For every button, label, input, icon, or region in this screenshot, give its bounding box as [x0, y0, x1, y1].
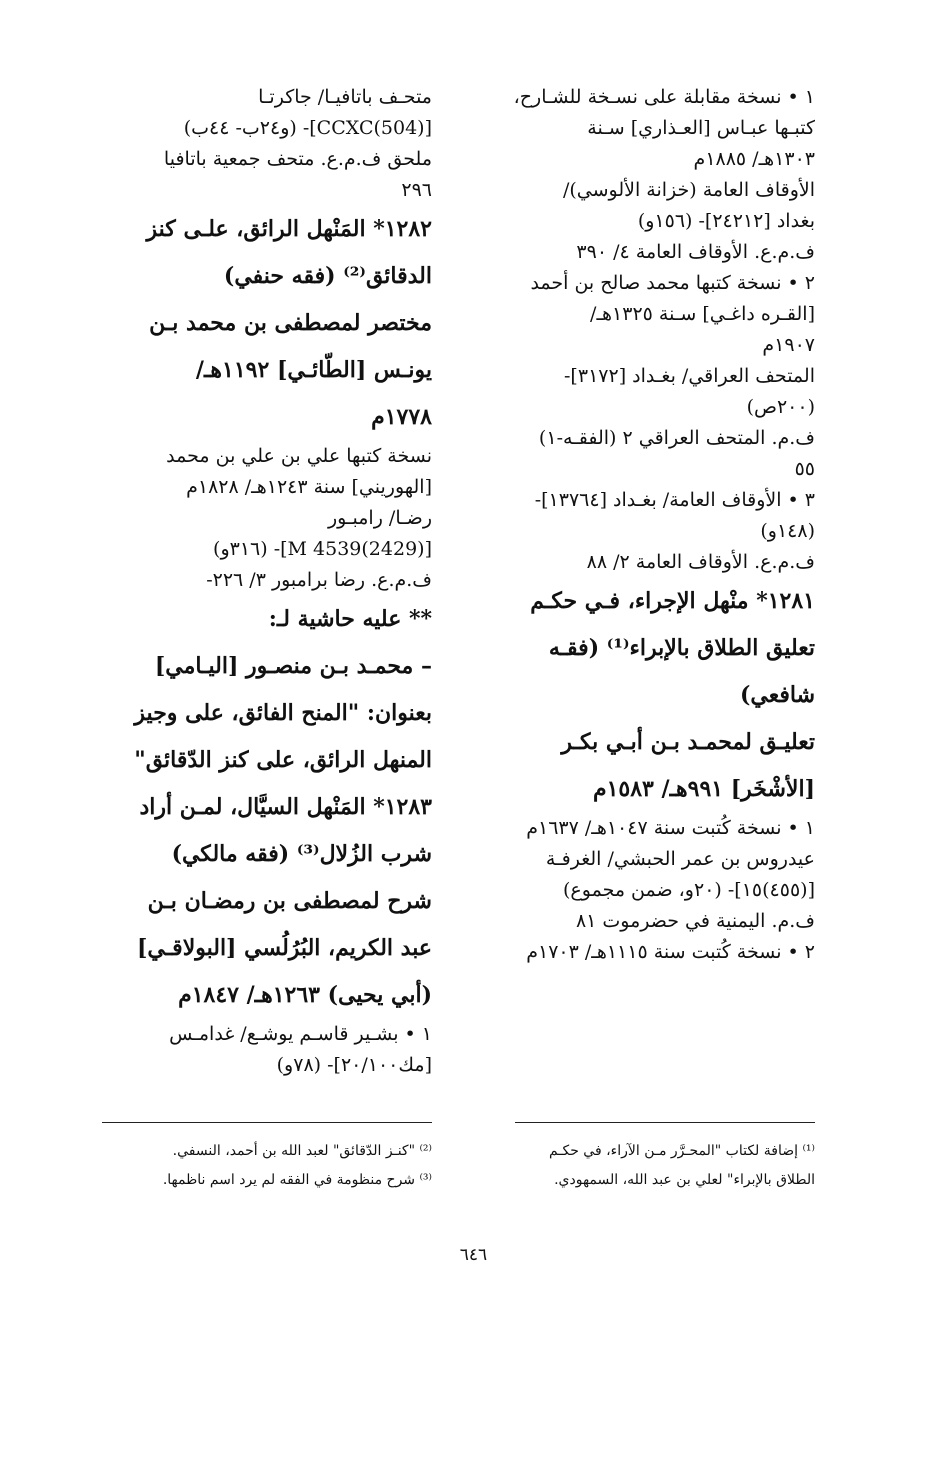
- entry-heading-line: عبد الكريم، البُرُلُسي [البولاقـي]: [136, 935, 432, 961]
- entry-heading-line: شافعي): [739, 682, 815, 708]
- text-line: [(٤٥٥)١٥]- (٢٠و، ضمن مجموع): [563, 879, 815, 901]
- text-line: ف.م. اليمنية في حضرموت ٨١: [575, 910, 815, 932]
- text-line: [M 4539(2429)]- (٣١٦و): [213, 538, 432, 560]
- entry-heading-line: ** عليه حاشية لـ:: [268, 606, 432, 632]
- text-line: (٢٠٠ص): [746, 396, 815, 418]
- entry-heading-line: بعنوان: "المنح الفائق، على وجيز: [134, 700, 432, 726]
- text-line: ٢ • نسخة كتبها محمد صالح بن أحمد: [530, 272, 815, 294]
- footnote-line: الطلاق بالإبراء" لعلي بن عبد الله، السمهودي.: [554, 1172, 815, 1188]
- text-line: كتبـها عبـاس [العـذاري] سـنة: [587, 117, 815, 139]
- text-line: [القـره داغـي] سـنة ١٣٢٥هـ/: [590, 303, 815, 325]
- text-line: المتحف العراقي/ بغـداد [٣١٧٢]-: [564, 365, 815, 387]
- text-line: ملحق ف.م.ع. متحف جمعية باتافيا: [163, 148, 432, 170]
- text-line: نسخة كتبها علي بن علي بن محمد: [166, 445, 432, 467]
- text-line: ١٩٠٧م: [762, 334, 815, 356]
- text-line: ٢٩٦: [401, 179, 432, 201]
- entry-heading-line: ١٢٨١* منْهل الإجراء، فـي حكـم: [530, 588, 815, 614]
- text-line: ف.م.ع. رضا برامبور ٣/ ٢٢٦-: [206, 569, 432, 591]
- text-line: ف.م.ع. الأوقاف العامة ٤/ ٣٩٠: [576, 241, 815, 263]
- text-line: ٥٥: [794, 458, 815, 480]
- right-column: [485, 82, 815, 968]
- footnote-line: ⁽²⁾ "كنـز الدّقائق" لعبد الله بن أحمد، النسفي.: [172, 1143, 432, 1159]
- footnotes-right: [475, 1137, 815, 1195]
- text-line: [الهوريني] سنة ١٢٤٣هـ/ ١٨٢٨م: [186, 476, 432, 498]
- left-column: [96, 82, 432, 1081]
- entry-heading-line: تعليق الطلاق بالإبراء⁽¹⁾ (فقـه: [548, 635, 815, 661]
- footnotes-left: [96, 1137, 432, 1195]
- footnote-separator-right: [515, 1122, 815, 1123]
- entry-heading-line: الدقائق⁽²⁾ (فقه حنفي): [223, 263, 432, 289]
- text-line: [مك٢٠/١٠٠]- (٧٨و): [276, 1054, 432, 1076]
- text-line: ١ • نسخة كُتبت سنة ١٠٤٧هـ/ ١٦٣٧م: [526, 817, 815, 839]
- text-line: ٢ • نسخة كُتبت سنة ١١١٥هـ/ ١٧٠٣م: [526, 941, 815, 963]
- entry-heading-line: شرح لمصطفى بن رمضـان بـن: [147, 888, 432, 914]
- page-number: ٦٤٦: [459, 1245, 488, 1265]
- entry-heading-line: مختصر لمصطفى بن محمد بـن: [149, 310, 432, 336]
- entry-heading-line: شرب الزُلال⁽³⁾ (فقه مالكي): [171, 841, 432, 867]
- text-line: متحـف باتافيـا/ جاكرتـا: [258, 86, 432, 108]
- footnote-separator-left: [102, 1122, 432, 1123]
- entry-heading-line: ١٢٨٣* المَنْهل السيَّال، لمـن أراد: [139, 794, 432, 820]
- text-line: ١ • بشـير قاسـم يوشـع/ غدامـس: [169, 1023, 432, 1045]
- text-line: ف.م. المتحف العراقي ٢ (الفقـه-١): [538, 427, 815, 449]
- footnote-line: ⁽³⁾ شرح منظومة في الفقه لم يرد اسم ناظمها.: [162, 1172, 432, 1188]
- text-line: ف.م.ع. الأوقاف العامة ٢/ ٨٨: [586, 551, 815, 573]
- entry-heading-line: ١٢٨٢* المَنْهل الرائق، علـى كنز: [146, 216, 432, 242]
- text-line: عيدروس بن عمر الحبشي/ الغرفـة: [545, 848, 815, 870]
- footnote-line: ⁽¹⁾ إضافة لكتاب "المحـرَّر مـن الآراء، في حكـم: [549, 1143, 815, 1159]
- text-line: ١٣٠٣هـ/ ١٨٨٥م: [693, 148, 815, 170]
- entry-heading-line: يونـس [الطّائـي] ١١٩٢هـ/: [195, 357, 432, 383]
- text-line: ٣ • الأوقاف العامة/ بغـداد [١٣٧٦٤]-: [534, 489, 815, 511]
- entry-heading-line: [الأشْخَر] ٩٩١هـ/ ١٥٨٣م: [592, 776, 815, 802]
- text-line: الأوقاف العامة (خزانة الألوسي)/: [562, 179, 815, 201]
- entry-heading-line: (أبي يحيى) ١٢٦٣هـ/ ١٨٤٧م: [178, 982, 432, 1008]
- entry-heading-line: تعليـق لمحمـد بـن أبـي بكـر: [561, 729, 815, 755]
- text-line: ١ • نسخة مقابلة على نسـخة للشـارح،: [513, 86, 815, 108]
- text-line: (١٤٨و): [760, 520, 815, 542]
- text-line: بغداد [٢٤٢١٢]- (١٥٦و): [637, 210, 815, 232]
- entry-heading-line: – محمـد بـن منصـور [اليـامي]: [154, 653, 432, 679]
- entry-heading-line: المنهل الرائق، على كنز الدّقائق": [134, 747, 432, 773]
- text-line: رضـا/ رامبـور: [327, 507, 432, 529]
- entry-heading-line: ١٧٧٨م: [371, 404, 432, 430]
- text-line: [CCXC(504)]- (و٢٤ب- ٤٤ب): [183, 117, 432, 139]
